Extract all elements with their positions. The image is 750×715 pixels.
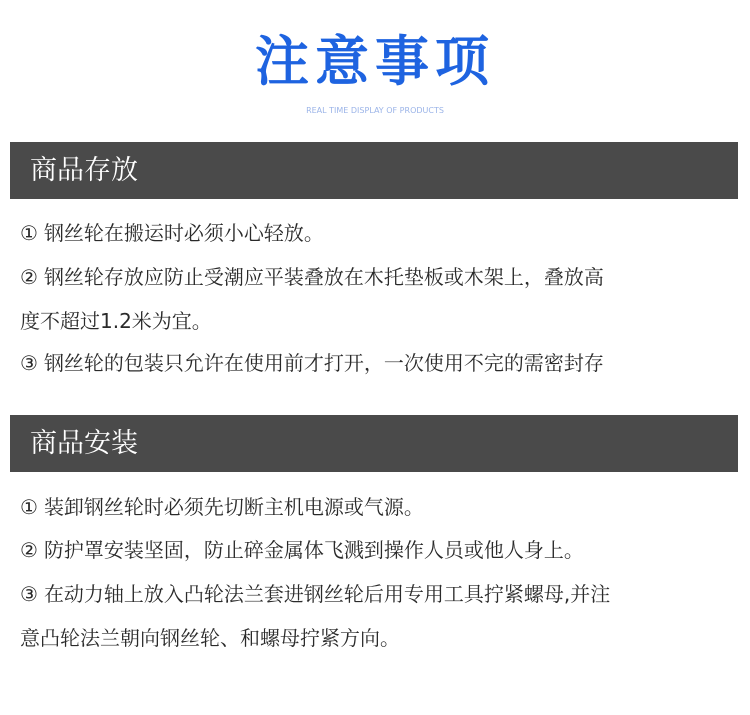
page-subtitle: REAL TIME DISPLAY OF PRODUCTS xyxy=(306,106,444,115)
item-number: ③ xyxy=(20,582,38,606)
storage-item-1 xyxy=(20,213,732,253)
install-item-3 xyxy=(20,574,732,614)
item-number: ③ xyxy=(20,351,38,375)
item-number: ① xyxy=(20,221,38,245)
section-heading-storage: 商品存放 xyxy=(10,142,738,199)
item-text: 在动力轴上放入凸轮法兰套进钢丝轮后用专用工具拧紧螺母,并注 xyxy=(43,582,611,606)
item-text: 防护罩安装坚固，防止碎金属体飞溅到操作人员或他人身上。 xyxy=(43,538,584,562)
item-number: ① xyxy=(20,495,38,519)
page-title: 注意事项 xyxy=(255,30,495,93)
install-item-3-continued xyxy=(20,618,732,658)
item-text: 钢丝轮的包装只允许在使用前才打开，一次使用不完的需密封存 xyxy=(43,351,604,375)
storage-item-2 xyxy=(20,257,732,297)
storage-item-3 xyxy=(20,343,732,383)
item-text-continued: 意凸轮法兰朝向钢丝轮、和螺母拧紧方向。 xyxy=(20,626,400,650)
item-text: 装卸钢丝轮时必须先切断主机电源或气源。 xyxy=(43,495,424,519)
section-heading-installation: 商品安装 xyxy=(10,415,738,472)
item-text: 钢丝轮在搬运时必须小心轻放。 xyxy=(43,221,324,245)
install-item-2 xyxy=(20,530,732,570)
item-number: ② xyxy=(20,265,38,289)
item-text-continued: 度不超过1.2米为宜。 xyxy=(20,309,212,333)
install-item-1 xyxy=(20,487,732,527)
storage-item-2-continued xyxy=(20,301,732,341)
item-text: 钢丝轮存放应防止受潮应平装叠放在木托垫板或木架上，叠放高 xyxy=(43,265,604,289)
item-number: ② xyxy=(20,538,38,562)
